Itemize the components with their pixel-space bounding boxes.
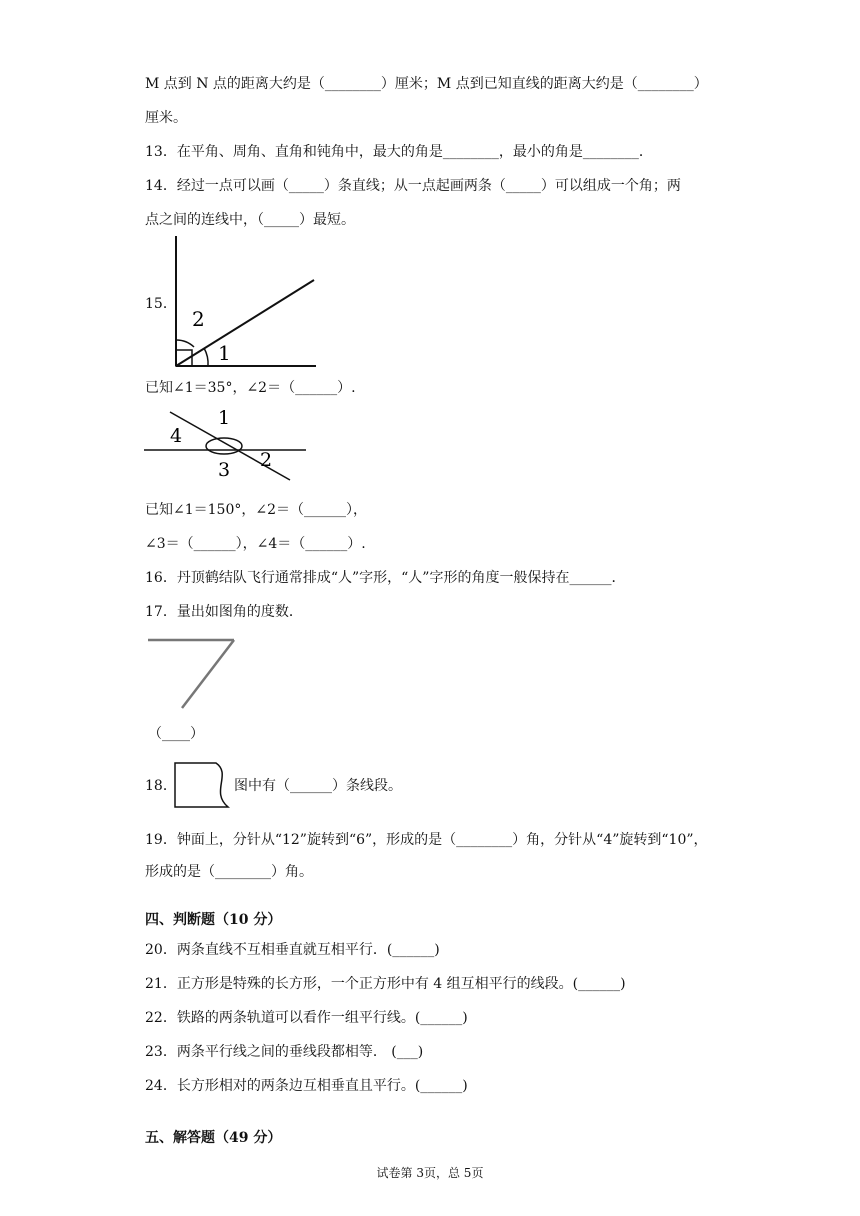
angle-label-4: 4 (170, 425, 183, 447)
q15-part-a: 已知∠1＝35°，∠2＝（______）. (145, 380, 356, 396)
q18-text: 图中有（______）条线段。 (234, 778, 402, 794)
q12-line2: 厘米。 (145, 110, 187, 126)
angle-label-1: 1 (218, 341, 231, 365)
q20: 20．两条直线不互相垂直就互相平行．(______) (145, 942, 440, 958)
q21: 21．正方形是特殊的长方形，一个正方形中有 4 组互相平行的线段。(______) (145, 976, 626, 992)
angle1-arc (204, 348, 208, 366)
q17-angle-figure (146, 636, 238, 712)
q15-angle-figure (168, 234, 318, 370)
q18-shape-figure (174, 762, 230, 808)
angle-label-2: 2 (260, 449, 273, 471)
q15-intersecting-lines-figure (144, 404, 308, 484)
q17: 17．量出如图角的度数． (145, 604, 303, 620)
q15-part-c: ∠3＝（______），∠4＝（______）. (145, 536, 366, 552)
section-5-heading: 五、解答题（49 分） (145, 1130, 282, 1146)
q12-line1: M 点到 N 点的距离大约是（________）厘米；M 点到已知直线的距离大约是（________） (145, 76, 708, 92)
q14-line2: 点之间的连线中，（_____）最短。 (145, 212, 355, 228)
q24: 24．长方形相对的两条边互相垂直且平行。(______) (145, 1078, 468, 1094)
angle-label-2: 2 (192, 307, 205, 331)
q18-number: 18． (145, 778, 177, 794)
q19-line1: 19．钟面上，分针从“12”旋转到“6”，形成的是（________）角，分针从“4”旋转到“10”， (145, 832, 708, 848)
angle2-arc (176, 340, 194, 347)
q15-part-b: 已知∠1＝150°，∠2＝（______）， (145, 502, 367, 518)
q13: 13．在平角、周角、直角和钝角中，最大的角是________，最小的角是________． (145, 144, 653, 160)
q23: 23．两条平行线之间的垂线段都相等． (___) (145, 1044, 424, 1060)
section-4-heading: 四、判断题（10 分） (145, 912, 282, 928)
q22: 22．铁路的两条轨道可以看作一组平行线。(______) (145, 1010, 468, 1026)
slanted-ray (182, 640, 234, 708)
page-footer: 试卷第 3页，总 5页 (376, 1166, 484, 1180)
angle-label-3: 3 (218, 459, 231, 481)
q14-line1: 14．经过一点可以画（_____）条直线；从一点起画两条（_____）可以组成一个角；两 (145, 178, 681, 194)
angle-arcs (206, 438, 242, 454)
angle-label-1: 1 (218, 407, 231, 429)
q15-number: 15． (145, 296, 177, 312)
q19-line2: 形成的是（________）角。 (145, 864, 313, 880)
q17-answer-blank: （____） (148, 726, 204, 742)
q16: 16．丹顶鹤结队飞行通常排成“人”字形，“人”字形的角度一般保持在______． (145, 570, 626, 586)
